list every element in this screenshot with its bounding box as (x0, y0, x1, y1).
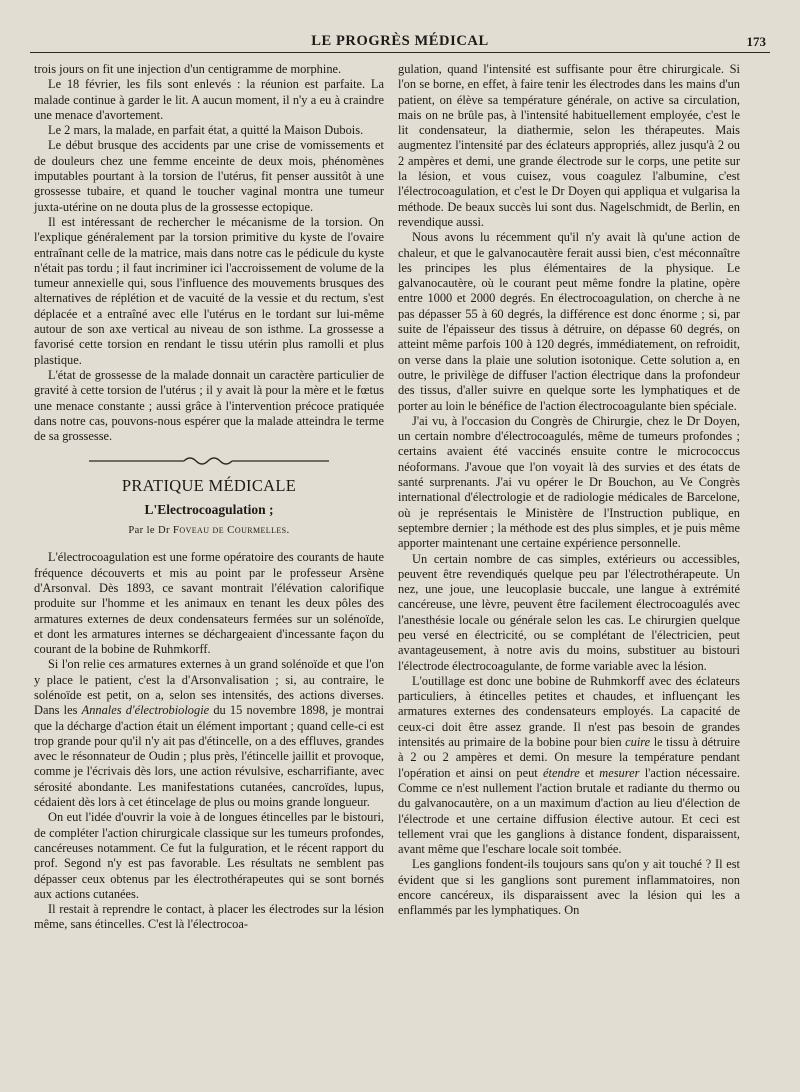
paragraph (398, 674, 740, 858)
paragraph: Il restait à reprendre le contact, à placer les électrodes sur la lésion même, sans étincelles. C'est là l'électrocoa- (34, 902, 384, 932)
right-column (398, 62, 740, 919)
text-run: Si l'on relie ces armatures externes à un grand solénoïde et que l'on y place le patient, c'est la d'Arsonvalisation ; si, au contraire, le solénoïde est petit, on a, selon ses intensités, des actions diverses. Dans les (34, 657, 384, 718)
paragraph: Le 2 mars, la malade, en parfait état, a quitté la Maison Dubois. (48, 123, 364, 138)
text-run: le tissu à détruire à 2 ou 2 ampères et demi. On mesure la température pendant l'opération et ainsi on peut (398, 735, 740, 780)
text-run: L'outillage est donc une bobine de Ruhmkorff avec des éclateurs particuliers, à étincelles petites et chaudes, et influençant les armatures externes des condensateurs employés. La capacité de ceux-ci doit être assez grande. Il n'est pas besoin de grandes intensités au primaire de la bobine pour bien (398, 673, 740, 750)
emphasis: cuire (625, 735, 651, 750)
paragraph: L'électrocoagulation est une forme opératoire des courants de haute fréquence découverts et mis au point par le professeur Arsène d'Arsonval. Dès 1893, ce savant montrait l'élévation calorifique produite sur l'homme et les animaux en tenant les deux pôles des armatures externes de deux condensateurs fermées sur un solénoïde, et dont les armatures internes se déchargeaient d'incessante façon du courant de la bobine de Ruhmkorff. (34, 550, 384, 657)
paragraph: Le 18 février, les fils sont enlevés : la réunion est parfaite. La malade continue à garder le lit. A aucun moment, il n'y a eu à craindre une menace d'avortement. (34, 77, 384, 122)
paragraph: Les ganglions fondent-ils toujours sans qu'on y ait touché ? Il est évident que si les ganglions sont purement inflammatoires, non encore cancéreux, ils disparaissent avec la lésion qui les a enflammés par les lymphatiques. On (398, 857, 740, 918)
left-column (34, 62, 384, 933)
journal-name: Annales d'électrobiologie (81, 703, 210, 718)
paragraph: Il est intéressant de rechercher le mécanisme de la torsion. On l'explique généralement par la torsion primitive du kyste de l'ovaire entraînant celle de la matrice, mais dans notre cas le pédicule du kyste n'était pas tordu ; il faut incriminer ici l'accroissement de volume de la tumeur annexielle qui, sous l'influence des mouvements brusques des alternatives de réplétion et de vacuité de la vessie et du rectum, s'est déplacée et a entraîné avec elle l'utérus en le tordant sur lui-même autour de son axe vertical au niveau de son isthme. La grossesse a favorisé cette torsion en rendant le tissu utérin plus ramolli et plus plastique. (34, 214, 384, 367)
journal-title: LE PROGRÈS MÉDICAL (311, 33, 489, 49)
paragraph: J'ai vu, à l'occasion du Congrès de Chirurgie, chez le Dr Doyen, un certain nombre d'électrocoagulés, même de tumeurs profondes ; certains avaient été vaccinés ensuite contre le micrococcus néoformans. J'avoue que l'on voyait là des survies et des états de santé surprenants. J'ai vu opérer le Dr Bouchon, au Ve Congrès international d'électrologie et de radiologie médicales de Barcelone, où je représentais le Ministère de l'Instruction publique, en septembre dernier ; la méthode est des plus simples, et je puis même apporter maintenant une certaine expérience personnelle. (398, 413, 740, 551)
byline (34, 523, 384, 538)
paragraph: Un certain nombre de cas simples, extérieurs ou accessibles, peuvent être revendiqués quelque peu par l'électrothérapeute. Un nez, une joue, une leucoplasie buccale, une langue à extrémité cancéreuse, une lèvre, peuvent être facilement électrocoagulés avec l'anesthésie locale ou générale selon les cas. Le chirurgien quelque peu versé en électricité, ou se complétant de l'électricien, peut avantageusement, à notre avis du moins, substituer au bistouri l'électrode électrocoagulante, de forme variable avec la lésion. (398, 551, 740, 673)
byline-author: Foveau de Courmelles. (172, 524, 290, 537)
page-number: 173 (746, 34, 766, 49)
section-title: PRATIQUE MÉDICALE (121, 476, 297, 496)
paragraph (34, 657, 384, 810)
emphasis: étendre (543, 765, 580, 780)
paragraph: On eut l'idée d'ouvrir la voie à de longues étincelles par le bistouri, de compléter l'action chirurgicale classique sur les tumeurs profondes, cancéreuses notamment. Ce fut la fulguration, et le récent rapport du prof. Segond n'y est pas favorable. Les résultats ne semblent pas dépasser ceux obtenus par les électrothérapeutes qui se sont bornés aux actions cutanées. (34, 810, 384, 901)
article-title: L'Electrocoagulation ; (144, 501, 274, 517)
paragraph: trois jours on fit une injection d'un centigramme de morphine. (34, 62, 342, 76)
paragraph: Nous avons lu récemment qu'il n'y avait là qu'une action de chaleur, et que le galvanocautère ferait aussi bien, c'est méconnaître les principes les plus élémentaires de la physique. Le galvanocautère, où le courant peut même fondre la platine, opère entre 1000 et 2000 degrés. En électrocoagulation, on cherche à ne pas dépasser 55 à 60 degrés, la différence est donc énorme ; si, par suite de l'épaisseur des tissus à détruire, on dépasse 60 degrés, on atteint même parfois 100 à 120 degrés, immédiatement, on refroidit, on verse dans la plaie une solution isotonique. Cette solution a, en outre, le privilège de diffuser l'action électrique dans la profondeur des tissus, d'aller suivre en quelque sorte les lymphatiques et de porter au loin le bénéfice de l'action électrocoagulante bien spéciale. (398, 230, 740, 413)
paragraph: gulation, quand l'intensité est suffisante pour être chirurgicale. Si l'on se borne, en effet, à faire tenir les électrodes dans les mains d'un patient, on élève sa température générale, on active sa circulation, mais on ne brûle pas, à l'intensité habituellement employée, c'est le lit condensateur, la diathermie, selon les thérapeutes. Mais augmentez l'intensité par des éclateurs appropriés, allez jusqu'à 2 ou 2 ampères et demi, une grande électrode sur le corps, une petite sur la lésion, et vous cuisez, vous coagulez l'albumine, c'est l'électrocoagulation, et c'est le Dr Doyen qui appliqua et vulgarisa la méthode. De beaux succès lui sont dus. Nagelschmidt, de Berlin, en revendique aussi. (398, 62, 740, 229)
text-run: du 15 novembre 1898, je montrai que la décharge d'action était un élément important ; quand celle-ci est trop grande pour qu'il n'y ait pas d'étincelle, on a des effluves, grandes avec le résonnateur de Oudin ; plus près, l'étincelle jaillit et provoque, comme je l'écrivais dès lors, une action révulsive, escharrifiante, avec sérosité abondante. Les manifestations cutanées, cancroïdes, lupus, cédaient dès lors à cet étincelage de plus ou moins grande longueur. (34, 703, 384, 810)
running-head (30, 28, 770, 53)
paragraph: Le début brusque des accidents par une crise de vomissements et de douleurs chez une femme enceinte de deux mois, phénomènes imputables pourtant à la torsion de l'utérus, fit penser aussitôt à une grossesse tubaire, et quand le toucher vaginal montra une tumeur juxta-utérine on ne douta plus de la grossesse ectopique. (34, 138, 384, 214)
paragraph: L'état de grossesse de la malade donnait un caractère particulier de gravité à cette torsion de l'utérus ; il y avait là pour la mère et le fœtus une menace constante ; aussi grâce à l'intervention précoce pratiquée dans notre cas, pouvons-nous espérer que la malade atteindra le terme de sa grossesse. (34, 367, 384, 444)
byline-prefix: Par le Dr (128, 525, 170, 537)
emphasis: mesurer (599, 765, 640, 780)
ornament-divider (34, 454, 384, 468)
text-run: et (579, 765, 600, 780)
text-run: l'action nécessaire. Comme ce n'est nullement l'action brutale et radiante du thermo ou du galvanocautère, on a un maximum d'action au lieu d'élection de l'électrode et une certaine diffusion élective autour. Et ceci est tellement vrai que les ganglions à distance fondent, disparaissent, avant même que l'eschare locale soit tombée. (398, 765, 740, 857)
